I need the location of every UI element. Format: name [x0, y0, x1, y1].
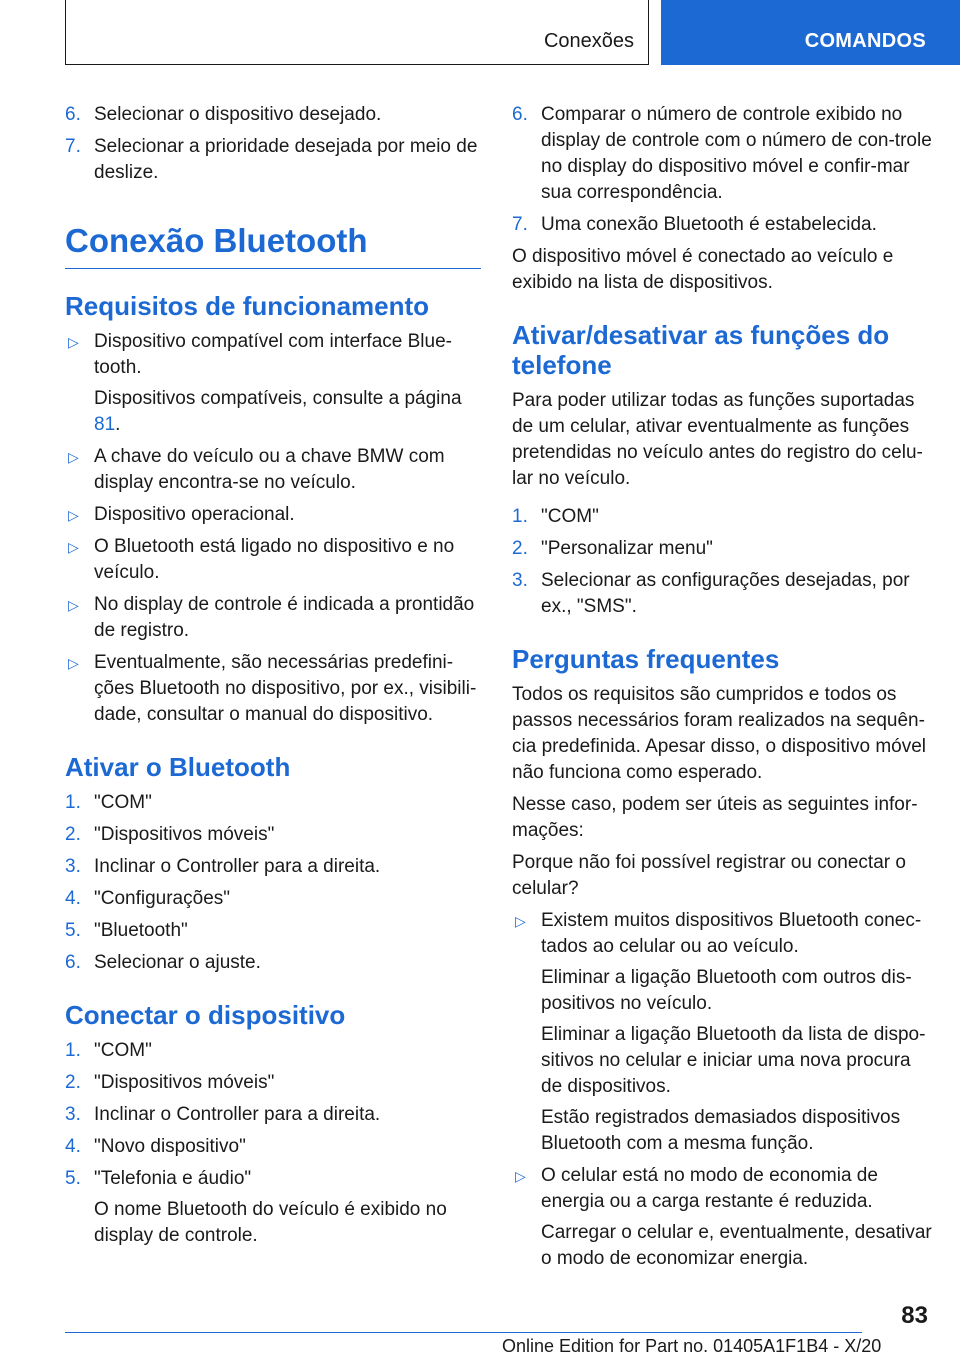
step-text: "COM": [94, 1040, 152, 1061]
connection-result-text: O dispositivo móvel é conectado ao veículo e exibido na lista de dispositivos.: [512, 246, 894, 293]
requirement-text: No display de controle é indicada a prontidão de registro.: [94, 594, 475, 641]
footer-divider: [65, 1332, 862, 1333]
step-number: 4.: [65, 1136, 81, 1157]
list-item: [512, 102, 932, 206]
list-item: [65, 1038, 481, 1064]
faq-list: [512, 908, 932, 1272]
activate-steps: [65, 790, 481, 976]
step-number: 1.: [512, 506, 528, 527]
requirement-text: Dispositivo operacional.: [94, 504, 295, 525]
list-item: [65, 950, 481, 976]
list-item: [65, 1070, 481, 1096]
list-item: [512, 212, 932, 238]
step-number: 3.: [512, 570, 528, 591]
triangle-bullet-icon: ▷: [68, 655, 79, 671]
requirement-text: O Bluetooth está ligado no dispositivo e no veículo.: [94, 536, 455, 583]
list-item: [512, 568, 932, 620]
header-chapter-tab: [661, 0, 960, 65]
footer-edition: Online Edition for Part no. 01405A1F1B4 - X/20: [502, 1336, 882, 1356]
section-title: Conexões: [543, 30, 634, 52]
list-item: [65, 1166, 481, 1249]
step-text: "Dispositivos móveis": [94, 1072, 275, 1093]
list-item: [65, 822, 481, 848]
step-text: Inclinar o Controller para a direita.: [94, 1104, 381, 1125]
phone-functions-heading: Ativar/desativar as funções do telefone: [512, 320, 890, 380]
faq-heading: Perguntas frequentes: [512, 644, 780, 674]
connect-device-heading: Conectar o dispositivo: [65, 1000, 346, 1030]
triangle-bullet-icon: ▷: [68, 539, 79, 555]
list-item: [65, 134, 481, 186]
step-text: "Dispositivos móveis": [94, 824, 275, 845]
continued-steps: [512, 102, 932, 238]
triangle-bullet-icon: ▷: [68, 449, 79, 465]
list-item: [65, 650, 481, 728]
step-text: Selecionar o ajuste.: [94, 952, 261, 973]
triangle-bullet-icon: ▷: [68, 334, 79, 350]
step-text: Uma conexão Bluetooth é estabelecida.: [541, 214, 877, 235]
list-item: [65, 790, 481, 816]
step-number: 4.: [65, 888, 81, 909]
activate-bluetooth-heading: Ativar o Bluetooth: [65, 752, 291, 782]
step-number: 5.: [65, 920, 81, 941]
triangle-bullet-icon: ▷: [68, 507, 79, 523]
list-item: [65, 102, 481, 128]
requirement-text: A chave do veículo ou a chave BMW com display encontra-se no veículo.: [94, 446, 445, 493]
step-text: "Personalizar menu": [541, 538, 713, 559]
list-item: [65, 444, 481, 496]
list-item: [512, 536, 932, 562]
list-item: [65, 502, 481, 528]
step-number: 6.: [512, 104, 528, 125]
step-text: Inclinar o Controller para a direita.: [94, 856, 381, 877]
step-text: "Telefonia e áudio": [94, 1168, 252, 1189]
step-text: Selecionar a prioridade desejada por meio de deslize.: [94, 136, 478, 183]
step-text: "Configurações": [94, 888, 231, 909]
requirement-text: Eventualmente, são necessárias predefini-ções Bluetooth no dispositivo, por ex., visibili-dade, consultar o manual do dispositivo.: [94, 652, 477, 725]
phone-functions-text: Para poder utilizar todas as funções suportadas de um celular, ativar eventualmente as funções pretendidas no veículo antes do registro do celu-lar no veículo.: [512, 390, 923, 489]
page-reference-link[interactable]: 81: [94, 414, 116, 435]
list-item: [512, 504, 932, 530]
step-text: Comparar o número de controle exibido no display de controle com o número de con-trole no display do dispositivo móvel e confir-mar sua correspondência.: [541, 104, 932, 203]
faq-question: Porque não foi possível registrar ou conectar o celular?: [512, 852, 906, 899]
step-number: 2.: [65, 1072, 81, 1093]
connect-steps: [65, 1038, 481, 1249]
phone-functions-steps: [512, 504, 932, 620]
requirements-heading: Requisitos de funcionamento: [65, 291, 430, 321]
list-item: [65, 854, 481, 880]
list-item: [65, 886, 481, 912]
step-number: 2.: [65, 824, 81, 845]
step-text: "Bluetooth": [94, 920, 188, 941]
triangle-bullet-icon: ▷: [515, 1168, 526, 1184]
list-item: [65, 534, 481, 586]
list-item: ▷ Existem muitos dispositivos Bluetooth conec-tados ao celular ou ao veículo. Eliminar a ligação Bluetooth com outros dis-positivos no veículo. Eliminar a ligação Bluetooth da lista de dispo-sitivos no celular e iniciar uma nova procura de dispositivos. Estão registrados demasiados dispositivos Bluetooth com a mesma função.: [512, 908, 932, 1157]
list-item: [65, 918, 481, 944]
faq-intro-text: Todos os requisitos são cumpridos e todos os passos necessários foram realizados na sequên-cia predefinida. Apesar disso, o dispositivo móvel não funciona como esperado.: [512, 684, 927, 783]
intro-steps: [65, 102, 481, 186]
chapter-title: COMANDOS: [804, 30, 926, 52]
list-item: ▷ Dispositivo compatível com interface Blue-tooth. Dispositivos compatíveis, consulte a página 81.: [65, 329, 481, 438]
step-number: 7.: [65, 136, 81, 157]
step-number: 3.: [65, 856, 81, 877]
step-number: 6.: [65, 952, 81, 973]
step-number: 2.: [512, 538, 528, 559]
requirements-list: [65, 329, 481, 728]
list-item: [65, 592, 481, 644]
triangle-bullet-icon: ▷: [515, 913, 526, 929]
step-number: 1.: [65, 1040, 81, 1061]
step-number: 5.: [65, 1168, 81, 1189]
faq-info-text: Nesse caso, podem ser úteis as seguintes infor-mações:: [512, 794, 918, 841]
header-section-tab: [65, 0, 649, 65]
step-number: 3.: [65, 1104, 81, 1125]
step-number: 1.: [65, 792, 81, 813]
step-text: "Novo dispositivo": [94, 1136, 246, 1157]
right-column: [512, 102, 932, 1278]
step-text: Selecionar as configurações desejadas, por ex., "SMS".: [541, 570, 910, 617]
step-number: 7.: [512, 214, 528, 235]
step-text: Selecionar o dispositivo desejado.: [94, 104, 382, 125]
page-number: 83: [901, 1302, 928, 1329]
step-number: 6.: [65, 104, 81, 125]
list-item: ▷ O celular está no modo de economia de energia ou a carga restante é reduzida. Carregar o celular e, eventualmente, desativar o modo de economizar energia.: [512, 1163, 932, 1272]
list-item: [65, 1134, 481, 1160]
step-note: O nome Bluetooth do veículo é exibido no display de controle.: [94, 1199, 447, 1246]
list-item: [65, 1102, 481, 1128]
page-title: Conexão Bluetooth: [65, 222, 481, 269]
step-text: "COM": [94, 792, 152, 813]
left-column: [65, 102, 481, 1255]
step-text: "COM": [541, 506, 599, 527]
triangle-bullet-icon: ▷: [68, 597, 79, 613]
